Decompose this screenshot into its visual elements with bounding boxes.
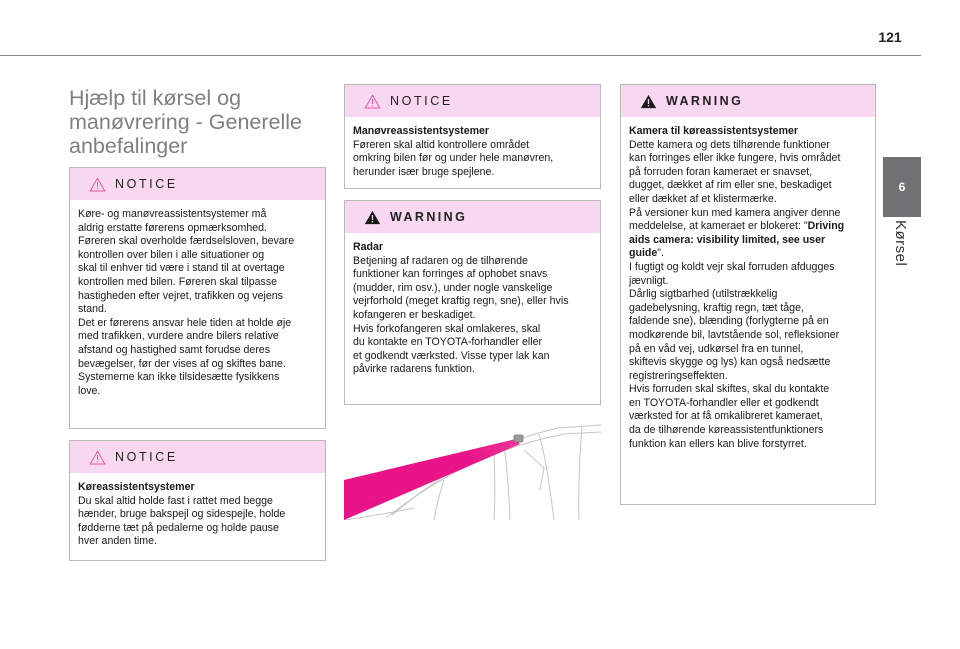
text-line: Hvis forkofangeren skal omlakeres, skal <box>353 322 541 335</box>
warning-triangle-outline-icon <box>364 94 381 109</box>
text-line: hænder, bruge bakspejl og sidespejle, holde <box>78 508 286 521</box>
notice-heading: Manøvreassistentsystemer <box>353 125 490 137</box>
text-line: hastigheden efter vejret, trafikken og vejens <box>78 289 283 302</box>
chapter-tab[interactable]: 6 <box>883 157 921 217</box>
warning-triangle-filled-icon <box>640 94 657 109</box>
text-line: Hvis forruden skal skiftes, skal du kontakte <box>629 383 830 396</box>
text-line: vejrforhold (meget kraftig regn, sne), eller hvis <box>353 295 569 308</box>
text-line: du kontakte en TOYOTA-forhandler eller <box>353 336 543 349</box>
text-line <box>629 234 867 248</box>
notice-header <box>345 85 600 117</box>
text-line: På versioner kun med kamera angiver denne <box>629 206 841 219</box>
text-line: Det er førerens ansvar hele tiden at holde øje <box>78 316 292 329</box>
message-bold: guide <box>629 247 658 260</box>
message-bold: Driving <box>807 220 845 233</box>
warning-box-camera <box>620 84 876 505</box>
text-line: påvirke radarens funktion. <box>353 363 475 376</box>
text-line: kontrollen med bilen. Føreren skal tilpasse <box>78 275 278 288</box>
header-rule <box>0 55 921 56</box>
text-line: Køre- og manøvreassistentsystemer må <box>78 208 267 220</box>
notice-box-maneuver-assist <box>344 84 601 189</box>
notice-body <box>70 473 325 555</box>
text-line: skiftevis skygge og lys) kan også nedsætte <box>629 356 831 369</box>
warning-triangle-filled-icon <box>364 210 381 225</box>
text-line: Betjening af radaren og de tilhørende <box>353 254 528 267</box>
text-line: Dette kamera og dets tilhørende funktioner <box>629 138 830 151</box>
chapter-label: Kørsel <box>892 220 909 267</box>
warning-label: WARNING <box>666 94 744 108</box>
warning-triangle-outline-icon <box>89 177 106 192</box>
text-line: afstand og hastighed samt forudse deres <box>78 343 270 356</box>
text-line: skal til enhver tid være i stand til at overtage <box>78 262 285 275</box>
text-line: bevægelser, før der vises af og skiftes bane. <box>78 357 286 370</box>
notice-box-driving-assist <box>69 440 326 561</box>
warning-label: WARNING <box>390 210 468 224</box>
section-title: Hjælp til kørsel og manøvrering - Generelle anbefalinger <box>69 86 303 158</box>
text-line: Dårlig sigtbarhed (utilstrækkelig <box>629 288 778 301</box>
text-line: fødderne tæt på pedalerne og holde pause <box>78 521 279 534</box>
text-line: da de tilhørende køreassistentfunktioners <box>629 424 824 437</box>
text-line: herunder især bruge spejlene. <box>353 165 495 178</box>
message-suffix: ". <box>657 247 664 260</box>
text-line: (mudder, rim osv.), under nogle vanskelige <box>353 281 553 294</box>
text-line: kontrollen over bilen i alle situationer og <box>78 248 265 261</box>
notice-box-general <box>69 167 326 429</box>
text-line: aldrig erstatte førerens opmærksomhed. <box>78 221 267 234</box>
notice-header <box>70 441 325 473</box>
text-line: dugget, dækket af rim eller sne, beskadiget <box>629 179 832 192</box>
text-line: værksted for at få omkalibreret kameraet, <box>629 410 823 423</box>
notice-header <box>70 168 325 200</box>
text-line: på en våd vej, udkørsel fra en tunnel, <box>629 342 804 355</box>
message-prefix: meddelelse, at kameraet er blokeret: " <box>629 220 808 233</box>
text-line: I fugtigt og koldt vejr skal forruden afdugges <box>629 260 835 273</box>
message-bold: aids camera: visibility limited, see user <box>629 233 826 246</box>
warning-header <box>345 201 600 233</box>
text-line: funktioner kan forringes af ophobet snavs <box>353 268 548 281</box>
chapter-label-container <box>887 220 917 290</box>
warning-heading: Kamera til køreassistentsystemer <box>629 125 799 137</box>
text-line: funktion kan ellers kan blive forstyrret. <box>629 437 807 450</box>
windshield-camera-illustration <box>344 420 601 520</box>
text-line: en TOYOTA-forhandler eller et godkendt <box>629 396 819 409</box>
notice-body <box>70 200 325 404</box>
warning-box-radar <box>344 200 601 405</box>
text-line <box>629 247 867 261</box>
text-line: omkring bilen før og under hele manøvren, <box>353 152 554 165</box>
text-line: Føreren skal altid kontrollere området <box>353 138 530 151</box>
notice-label: NOTICE <box>390 94 453 108</box>
text-line: hver anden time. <box>78 535 157 548</box>
text-line: Systemerne kan ikke tilsidesætte fysikkens <box>78 371 280 384</box>
text-line: kan forringes eller ikke fungere, hvis området <box>629 152 841 165</box>
warning-heading: Radar <box>353 241 384 253</box>
warning-header <box>621 85 875 117</box>
warning-body <box>345 233 600 383</box>
page-number: 121 <box>878 29 902 45</box>
text-line: jævnligt. <box>629 274 669 287</box>
notice-heading: Køreassistentsystemer <box>78 481 195 493</box>
text-line: love. <box>78 384 101 397</box>
notice-label: NOTICE <box>115 177 178 191</box>
text-line: på forruden foran kameraet er snavset, <box>629 165 813 178</box>
text-line: Føreren skal overholde færdselsloven, bevare <box>78 235 295 248</box>
warning-body <box>621 117 875 457</box>
text-line: modkørende bil, lavtstående sol, refleksioner <box>629 328 840 341</box>
notice-label: NOTICE <box>115 450 178 464</box>
notice-body <box>345 117 600 185</box>
warning-triangle-outline-icon <box>89 450 106 465</box>
text-line <box>629 220 867 234</box>
text-line: faldende sne), blænding (forlygterne på en <box>629 315 829 328</box>
text-line: stand. <box>78 303 107 316</box>
text-line: eller dækket af et klistermærke. <box>629 192 777 205</box>
text-line: kofangeren er beskadiget. <box>353 308 476 321</box>
text-line: med trafikken, vurdere andre bilers relative <box>78 330 279 343</box>
text-line: gadebelysning, kraftig regn, tæt tåge, <box>629 301 804 314</box>
text-line: Du skal altid holde fast i rattet med begge <box>78 494 273 507</box>
text-line: et godkendt værksted. Visse typer lak kan <box>353 349 550 362</box>
text-line: registreringseffekten. <box>629 369 728 382</box>
